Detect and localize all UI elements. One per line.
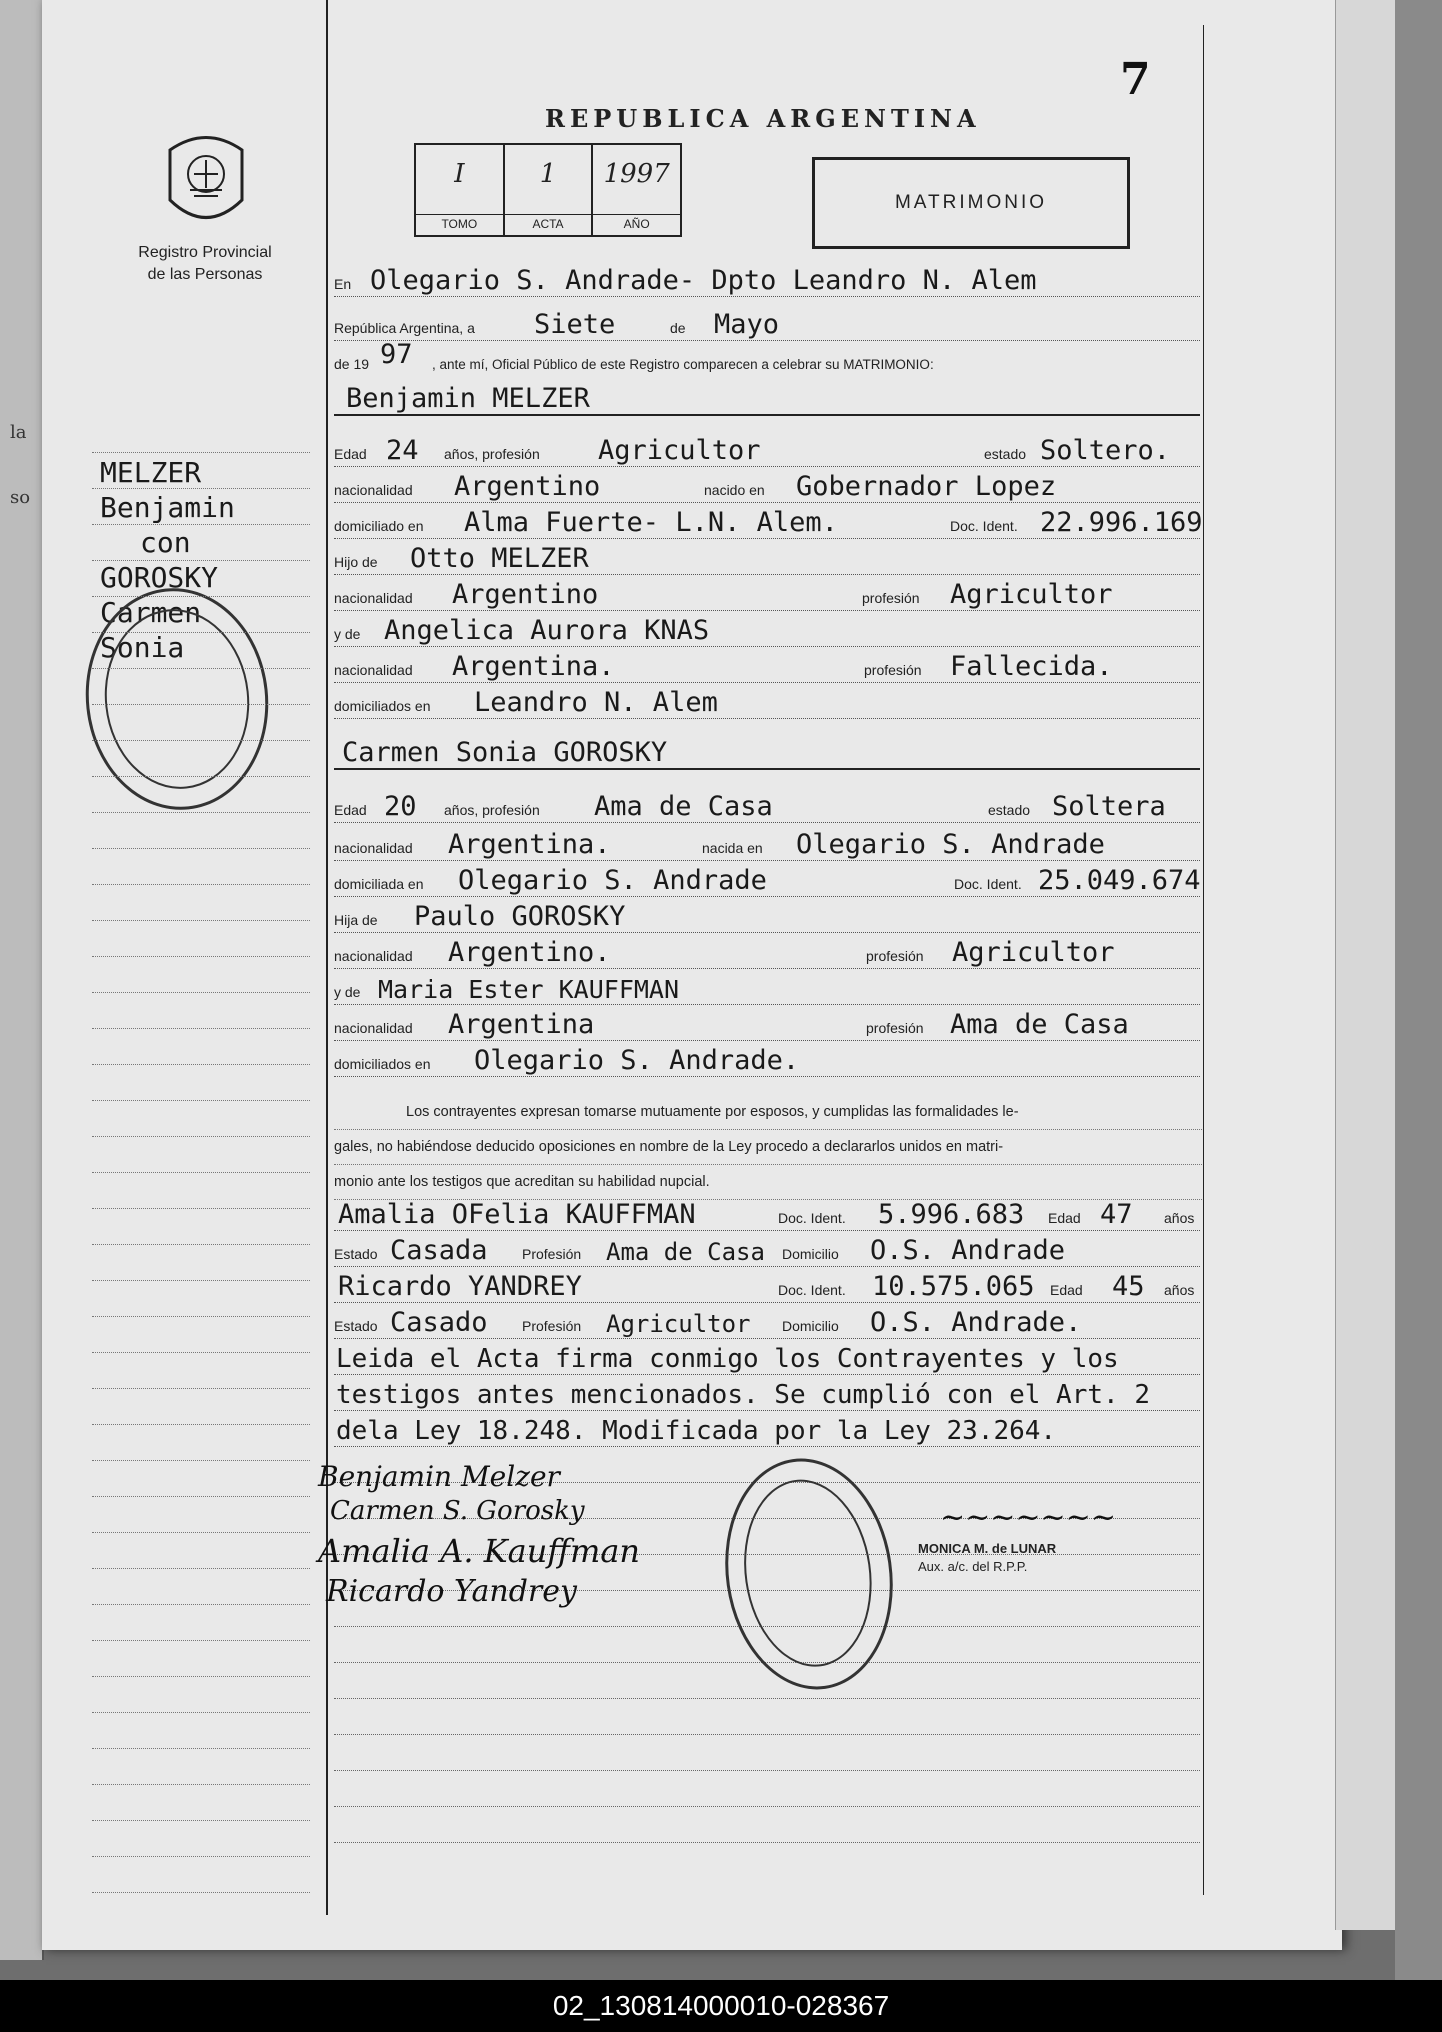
father-label: Hijo de [334,554,378,570]
groom-father-profession: Agricultor [950,579,1113,610]
groom-birthplace: Gobernador Lopez [796,471,1057,502]
margin-ruled-line [92,1208,310,1209]
margin-ruled-line [92,704,310,705]
domicile-label: domiciliado en [334,518,424,534]
profession-label: profesión [866,1020,924,1036]
witness1-age: 47 [1100,1199,1133,1230]
registry-office-line2: de las Personas [147,266,263,283]
nationality-label: nacionalidad [334,482,413,498]
margin-ruled-line [92,668,310,669]
intro-place-row [334,262,1200,297]
groom-nationality: Argentino [454,471,601,502]
tomo-value: I [454,159,465,189]
margin-ruled-line [92,524,310,525]
doc-label: Doc. Ident. [950,518,1018,534]
margin-ruled-line [92,1172,310,1173]
groom-domicile: Alma Fuerte- L.N. Alem. [464,507,838,538]
margin-ruled-line [92,1712,310,1713]
mother-label: y de [334,984,361,1000]
nationality-label: nacionalidad [334,948,413,964]
margin-ruled-line [92,1532,310,1533]
bride-birthplace: Olegario S. Andrade [796,829,1105,860]
mother-label: y de [334,626,361,642]
margin-ruled-line [92,1316,310,1317]
margin-ruled-line [92,1604,310,1605]
groom-parents-domicile: Leandro N. Alem [474,687,718,718]
margin-ruled-line [92,452,310,453]
witness2-name: Ricardo YANDREY [338,1271,582,1302]
acta-cell [505,145,594,235]
place-value: Olegario S. Andrade- Dpto Leandro N. Alem [370,265,1037,296]
declaration-line-1: Los contrayentes expresan tomarse mutuamente por esposos, y cumplidas las formalidades le- [334,1095,1202,1130]
month-value: Mayo [714,309,780,340]
ruled-line [334,1806,1200,1807]
groom-age-row [334,432,1200,467]
groom-father-nationality: Argentino [452,579,599,610]
margin-rule [326,0,328,1915]
groom-profession: Agricultor [598,435,761,466]
officer-stamp [918,1540,1056,1576]
country-heading: REPUBLICA ARGENTINA [545,104,981,133]
margin-ruled-line [92,884,310,885]
groom-nationality-row [334,468,1200,503]
margin-ruled-line [92,1892,310,1893]
de-label: de [670,320,686,336]
record-type-box: MATRIMONIO [812,157,1130,249]
domicile-label: Domicilio [782,1246,839,1262]
left-fragment-1: la [10,422,27,443]
parents-domicile-label: domiciliados en [334,1056,431,1072]
margin-ruled-line [92,1460,310,1461]
groom-estado: Soltero. [1040,435,1171,466]
closing-text-3: dela Ley 18.248. Modificada por la Ley 23.264. [336,1416,1057,1446]
margin-ruled-line [92,1100,310,1101]
witness1-name: Amalia OFelia KAUFFMAN [338,1199,696,1230]
year-prefix: de 19 [334,356,370,372]
background-edge [1395,0,1442,1980]
margin-line-3: con [140,526,191,559]
margin-line-1: MELZER [100,456,202,489]
margin-line-2: Benjamin [100,491,235,524]
bride-mother-row [334,970,1200,1005]
age-label: Edad [334,802,367,818]
parents-domicile-label: domiciliados en [334,698,431,714]
margin-ruled-line [92,1820,310,1821]
year-cell [593,145,680,235]
margin-ruled-line [92,1064,310,1065]
bride-mother-profession: Ama de Casa [950,1009,1129,1040]
margin-line-5: Carmen [100,596,202,629]
years-label: años [1164,1210,1195,1226]
profession-label: profesión [864,662,922,678]
groom-mother-row [334,612,1200,647]
doc-label: Doc. Ident. [778,1282,846,1298]
page-stack-edge [1335,0,1396,1930]
profession-label: años, profesión [444,802,540,818]
closing-line-1 [334,1340,1200,1375]
estado-label: Estado [334,1318,378,1334]
nationality-label: nacionalidad [334,590,413,606]
bride-parents-domicile: Olegario S. Andrade. [474,1045,800,1076]
declaration-line-2: gales, no habiéndose deducido oposiciones en nombre de la Ley procedo a declararlos unidos en matri- [334,1130,1202,1165]
groom-father: Otto MELZER [410,543,589,574]
born-label: nacido en [704,482,765,498]
witness1-details-row [334,1232,1200,1267]
left-fragment-2: so [10,487,31,508]
margin-line-4: GOROSKY [100,561,219,594]
age-label: Edad [1048,1210,1081,1226]
signature-witness1: Amalia A. Kauffman [318,1532,640,1570]
bride-parents-domicile-row [334,1042,1200,1077]
groom-parents-domicile-row [334,684,1200,719]
witness2-profession: Agricultor [606,1310,751,1338]
registry-number-box [414,143,682,237]
official-stamp-inner-icon [732,1471,883,1675]
domicile-label: Domicilio [782,1318,839,1334]
en-label: En [334,276,352,292]
profession-label: Profesión [522,1318,582,1334]
father-label: Hija de [334,912,378,928]
groom-doc: 22.996.169 [1040,507,1203,538]
margin-ruled-line [92,776,310,777]
age-label: Edad [1050,1282,1083,1298]
ruled-line [334,1770,1200,1771]
declaration-paragraph [334,1095,1202,1200]
domicile-label: domiciliada en [334,876,424,892]
margin-line-6: Sonia [100,631,185,664]
margin-ruled-line [92,1352,310,1353]
margin-ruled-line [92,632,310,633]
margin-ruled-line [92,740,310,741]
margin-ruled-line [92,560,310,561]
file-caption: 02_130814000010-028367 [0,1980,1442,2032]
groom-name: Benjamin MELZER [346,383,590,414]
bride-nationality-row [334,826,1200,861]
intro-statement-row [334,339,1200,376]
signature-bride: Carmen S. Gorosky [330,1496,585,1526]
margin-ruled-line [92,812,310,813]
margin-ruled-line [92,1496,310,1497]
signature-witness2: Ricardo Yandrey [326,1574,577,1609]
groom-name-row [334,380,1200,416]
page-number: 7 [1120,54,1151,105]
margin-ruled-line [92,1424,310,1425]
witness1-estado: Casada [390,1235,488,1266]
groom-mother-nationality: Argentina. [452,651,615,682]
margin-ruled-line [92,1028,310,1029]
bride-mother-nationality: Argentina [448,1009,595,1040]
bride-age-row [334,788,1200,823]
margin-ruled-line [92,596,310,597]
right-rule [1203,25,1204,1895]
margin-ruled-line [92,1748,310,1749]
bride-doc: 25.049.674 [1038,865,1201,896]
declaration-line-3: monio ante los testigos que acreditan su habilidad nupcial. [334,1165,1202,1200]
left-page-edge [0,0,44,1960]
closing-text-2: testigos antes mencionados. Se cumplió con el Art. 2 [336,1380,1150,1410]
age-label: Edad [334,446,367,462]
acta-value: 1 [539,159,557,189]
bride-name: Carmen Sonia GOROSKY [342,737,668,768]
nationality-label: nacionalidad [334,662,413,678]
margin-ruled-line [92,1388,310,1389]
year-value: 1997 [603,159,670,189]
bride-father-profession: Agricultor [952,937,1115,968]
bride-estado: Soltera [1052,791,1166,822]
closing-text-1: Leida el Acta firma conmigo los Contrayentes y los [336,1344,1119,1374]
bride-age: 20 [384,791,417,822]
profession-label: Profesión [522,1246,582,1262]
officer-signature-icon: ~~~~~~~ [940,1500,1116,1535]
tomo-cell [416,145,505,235]
margin-ruled-line [92,1676,310,1677]
margin-ruled-line [92,1784,310,1785]
witness2-details-row [334,1304,1200,1339]
doc-label: Doc. Ident. [778,1210,846,1226]
witness2-doc: 10.575.065 [872,1271,1035,1302]
margin-ruled-line [92,956,310,957]
officer-title: Aux. a/c. del R.P.P. [918,1559,1028,1574]
acta-label: ACTA [505,214,592,231]
bride-father: Paulo GOROSKY [414,901,626,932]
groom-mother-nat-row [334,648,1200,683]
margin-ruled-line [92,1136,310,1137]
bride-domicile-row [334,862,1200,897]
province-seal-icon [160,130,252,230]
margin-ruled-line [92,1280,310,1281]
year-label: AÑO [593,214,680,231]
groom-domicile-row [334,504,1203,539]
margin-ruled-line [92,1640,310,1641]
margin-ruled-line [92,1244,310,1245]
witness2-age: 45 [1112,1271,1145,1302]
day-value: Siete [534,309,616,340]
doc-label: Doc. Ident. [954,876,1022,892]
born-label: nacida en [702,840,763,856]
groom-age: 24 [386,435,419,466]
bride-mother: Maria Ester KAUFFMAN [378,975,680,1004]
officer-name: MONICA M. de LUNAR [918,1541,1057,1556]
ruled-line [334,1698,1200,1699]
groom-mother: Angelica Aurora KNAS [384,615,710,646]
estado-label: estado [984,446,1027,462]
signature-groom: Benjamin Melzer [318,1460,560,1493]
margin-ruled-line [92,920,310,921]
nationality-label: nacionalidad [334,1020,413,1036]
margin-ruled-line [92,1568,310,1569]
closing-line-3 [334,1412,1200,1447]
witness2-estado: Casado [390,1307,488,1338]
witness1-row [334,1196,1200,1231]
margin-ruled-line [92,488,310,489]
estado-label: Estado [334,1246,378,1262]
margin-ruled-line [92,1856,310,1857]
tomo-label: TOMO [416,214,503,231]
registry-office [110,242,300,286]
witness1-doc: 5.996.683 [878,1199,1025,1230]
year-suffix: 97 [380,339,413,370]
bride-nationality: Argentina. [448,829,611,860]
ruled-line [334,1842,1200,1843]
statement-text: , ante mí, Oficial Público de este Registro comparecen a celebrar su MATRIMONIO: [432,357,934,372]
groom-father-row [334,540,1200,575]
republica-label: República Argentina, a [334,320,475,336]
years-label: años [1164,1282,1195,1298]
groom-father-nat-row [334,576,1200,611]
margin-ruled-line [92,848,310,849]
witness2-row [334,1268,1200,1303]
bride-domicile: Olegario S. Andrade [458,865,767,896]
closing-line-2 [334,1376,1200,1411]
witness2-domicile: O.S. Andrade. [870,1307,1082,1338]
bride-name-row [334,734,1200,770]
margin-ruled-line [92,992,310,993]
witness1-profession: Ama de Casa [606,1238,765,1266]
profession-label: profesión [862,590,920,606]
estado-label: estado [988,802,1031,818]
profession-label: profesión [866,948,924,964]
ruled-line [334,1734,1200,1735]
bride-father-nationality: Argentino. [448,937,611,968]
groom-mother-profession: Fallecida. [950,651,1113,682]
nationality-label: nacionalidad [334,840,413,856]
witness1-domicile: O.S. Andrade [870,1235,1066,1266]
registry-office-line1: Registro Provincial [138,244,272,261]
profession-label: años, profesión [444,446,540,462]
intro-date-row [334,306,1200,341]
bride-mother-nat-row [334,1006,1200,1041]
bride-father-row [334,898,1200,933]
bride-profession: Ama de Casa [594,791,773,822]
bride-father-nat-row [334,934,1200,969]
